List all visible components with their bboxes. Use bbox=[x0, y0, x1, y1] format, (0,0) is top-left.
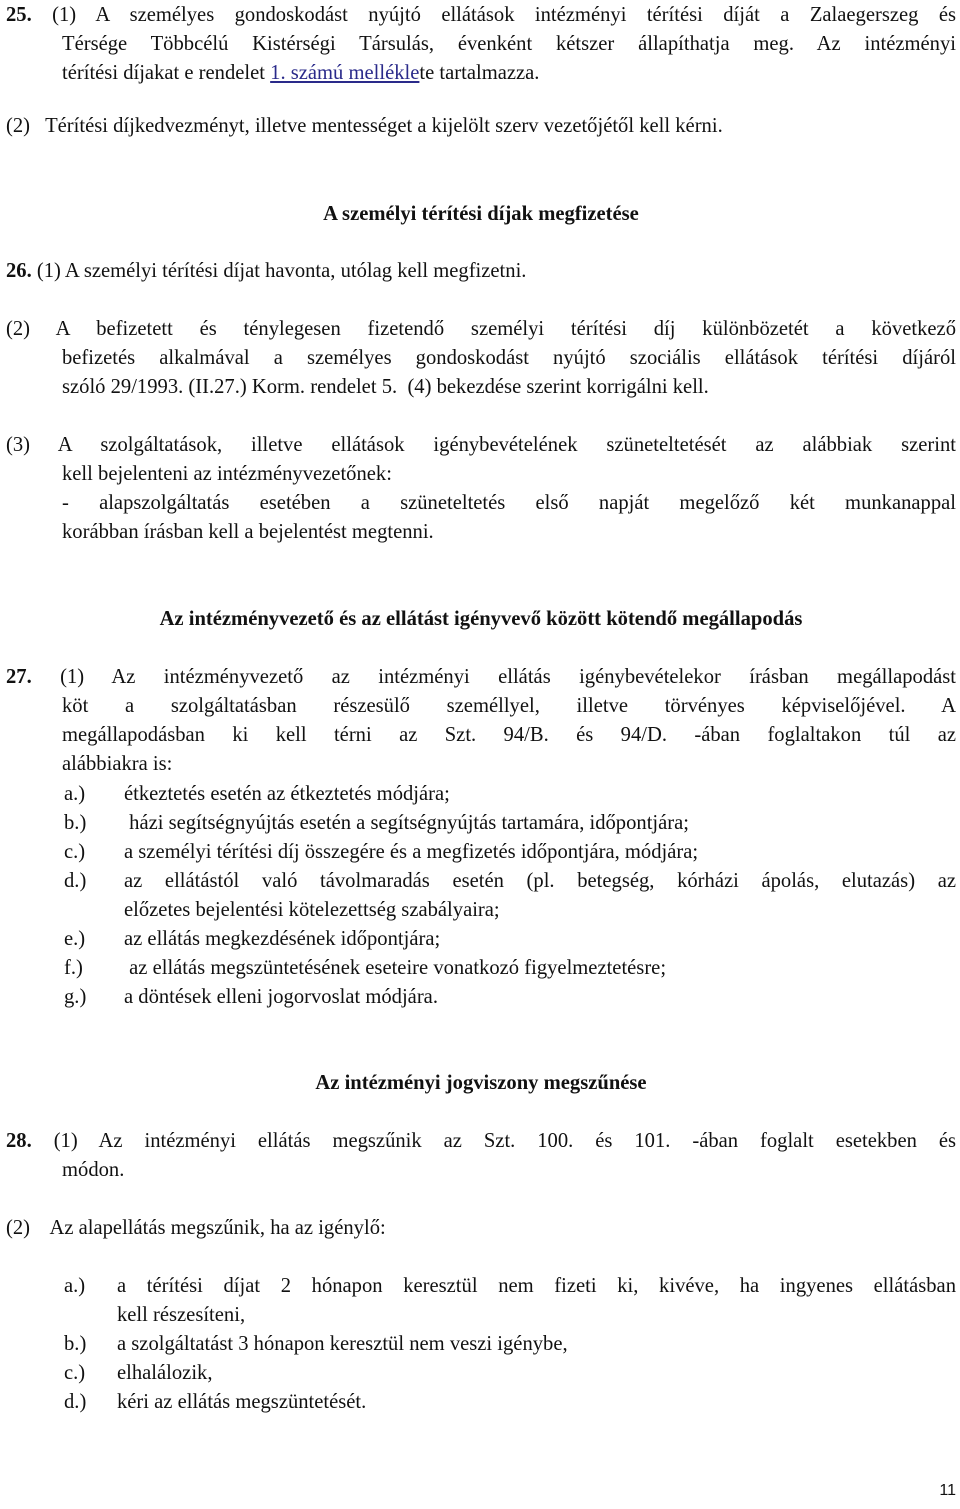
list-item-key: g.) bbox=[64, 986, 87, 1008]
list-item: az ellátás megszüntetésének eseteire vonatkozó figyelmeztetésre; bbox=[124, 957, 667, 979]
list-item: a személyi térítési díj összegére és a megfizetés időpontjára, módjára; bbox=[124, 841, 699, 863]
list-item-key: d.) bbox=[64, 1391, 87, 1413]
s27-line-4: alábbiakra is: bbox=[62, 753, 173, 775]
list-item: az ellátás megkezdésének időpontjára; bbox=[124, 928, 441, 950]
list-item-key: a.) bbox=[64, 1275, 86, 1297]
list-item-key: c.) bbox=[64, 1362, 86, 1384]
s25-line-2: Térsége Többcélú Kistérségi Társulás, évenként kétszer állapíthatja meg. Az intézményi bbox=[62, 33, 956, 55]
list-item-continuation: kell részesíteni, bbox=[117, 1304, 246, 1326]
s26-para-3-l1: (3) A szolgáltatások, illetve ellátások igénybevételének szüneteltetését az alábbiak szerint bbox=[6, 434, 956, 456]
list-item: étkeztetés esetén az étkeztetés módjára; bbox=[124, 783, 450, 805]
s26-para-2-l3: szóló 29/1993. (II.27.) Korm. rendelet 5. (4) bekezdése szerint korrigálni kell. bbox=[62, 376, 709, 398]
s26-para-3-l3: - alapszolgáltatás esetében a szüneteltetés első napját megelőző két munkanappal bbox=[62, 492, 956, 514]
s27-line-1: 27. (1) Az intézményvezető az intézményi ellátás igénybevételekor írásban megállapodást bbox=[6, 666, 957, 688]
s26-para-3-l2: kell bejelenteni az intézményvezetőnek: bbox=[62, 463, 392, 485]
list-item-key: d.) bbox=[64, 870, 87, 892]
list-item-key: f.) bbox=[64, 957, 83, 979]
list-item-key: b.) bbox=[64, 812, 87, 834]
s26-para-3-l4: korábban írásban kell a bejelentést megtenni. bbox=[62, 521, 434, 543]
list-item-key: e.) bbox=[64, 928, 86, 950]
s25-line-3: térítési díjakat e rendelet 1. számú melléklete tartalmazza. bbox=[62, 62, 540, 84]
list-item: a térítési díjat 2 hónapon keresztül nem fizeti ki, kivéve, ha ingyenes ellátásban bbox=[117, 1275, 956, 1297]
s27-line-3: megállapodásban ki kell térni az Szt. 94/B. és 94/D. -ában foglaltakon túl az bbox=[62, 724, 956, 746]
list-item: elhalálozik, bbox=[117, 1362, 213, 1384]
s28-line-1: 28. (1) Az intézményi ellátás megszűnik az Szt. 100. és 101. -ában foglalt esetekben és bbox=[6, 1130, 956, 1152]
s28-para-2: (2) Az alapellátás megszűnik, ha az igénylő: bbox=[6, 1217, 386, 1239]
s26-para-2-l1: (2) A befizetett és ténylegesen fizetendő személyi térítési díj különbözetét a következő bbox=[6, 318, 956, 340]
s27-line-2: köt a szolgáltatásban részesülő személlyel, illetve törvényes képviselőjével. A bbox=[62, 695, 956, 717]
heading-termination: Az intézményi jogviszony megszűnése bbox=[315, 1072, 647, 1094]
s25-line-1: 25. (1) A személyes gondoskodást nyújtó ellátások intézményi térítési díját a Zalaegerszeg és bbox=[6, 4, 956, 26]
annex-link[interactable]: 1. számú mellékle bbox=[270, 62, 420, 84]
s25-para-2: (2) Térítési díjkedvezményt, illetve mentességet a kijelölt szerv vezetőjétől kell kérni. bbox=[6, 115, 723, 137]
list-item: a szolgáltatást 3 hónapon keresztül nem veszi igénybe, bbox=[117, 1333, 568, 1355]
list-item-key: b.) bbox=[64, 1333, 87, 1355]
heading-agreement: Az intézményvezető és az ellátást igényvevő között kötendő megállapodás bbox=[159, 608, 803, 630]
s26-para-2-l2: befizetés alkalmával a személyes gondoskodást nyújtó szociális ellátások térítési díjáról bbox=[62, 347, 956, 369]
list-item: házi segítségnyújtás esetén a segítségnyújtás tartamára, időpontjára; bbox=[124, 812, 690, 834]
list-item: az ellátástól való távolmaradás esetén (pl. betegség, kórházi ápolás, elutazás) az bbox=[124, 870, 956, 892]
list-item: kéri az ellátás megszüntetését. bbox=[117, 1391, 367, 1413]
s26-line-1: 26. (1) A személyi térítési díjat havonta, utólag kell megfizetni. bbox=[6, 260, 527, 282]
heading-fees-payment: A személyi térítési díjak megfizetése bbox=[323, 203, 639, 225]
page-number: 11 bbox=[939, 1482, 956, 1499]
s28-line-2: módon. bbox=[62, 1159, 125, 1181]
list-item-key: c.) bbox=[64, 841, 86, 863]
section-number: 25. bbox=[6, 4, 32, 26]
list-item-continuation: előzetes bejelentési kötelezettség szabályaira; bbox=[124, 899, 500, 921]
list-item-key: a.) bbox=[64, 783, 86, 805]
list-item: a döntések elleni jogorvoslat módjára. bbox=[124, 986, 438, 1008]
